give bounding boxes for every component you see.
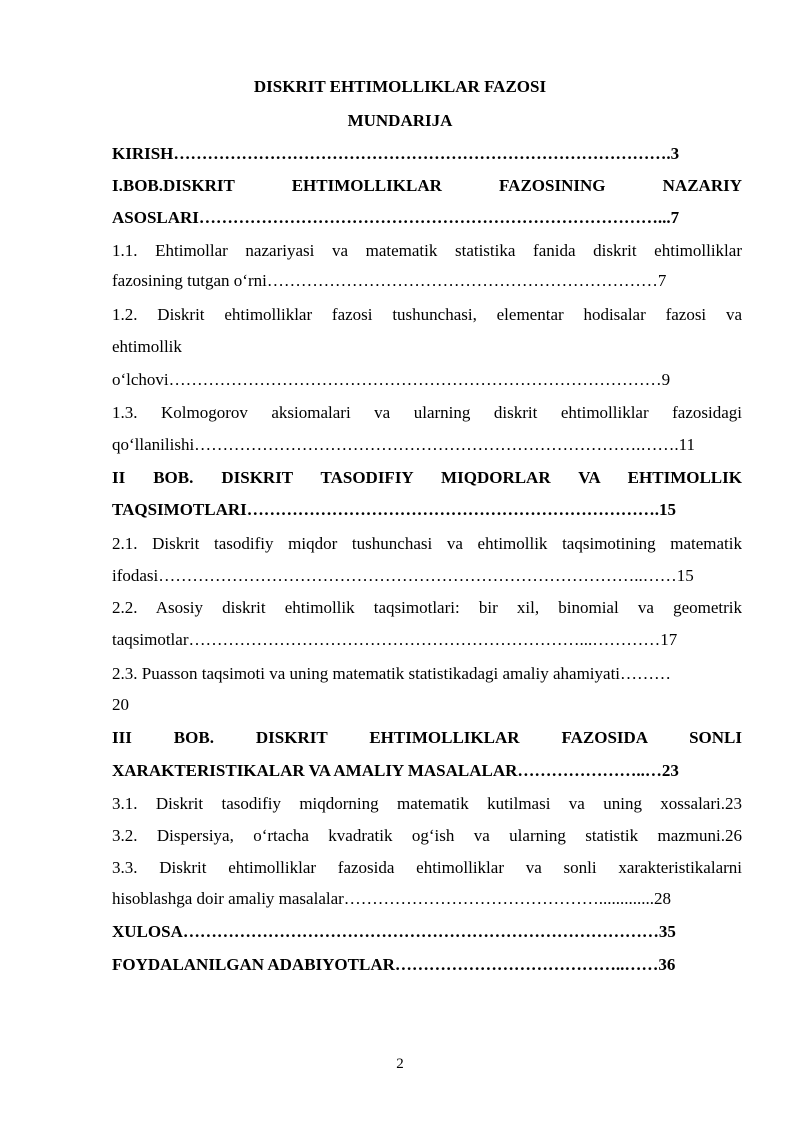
toc-entry-xulosa: XULOSA…………………………………………………………………………35 [112,922,676,941]
document-title: DISKRIT EHTIMOLLIKLAR FAZOSI [253,77,547,96]
page-number: 2 [396,1056,404,1072]
toc-entry-1-2-cont: ehtimollik [112,337,182,356]
toc-entry-2-1: 2.1. Diskrit tasodifiy miqdor tushunchasi va ehtimollik taqsimotining matematik [112,534,742,553]
toc-entry-2-3-page: 20 [112,695,129,714]
toc-entry-chapter-3: III BOB. DISKRIT EHTIMOLLIKLAR FAZOSIDA SONLI [112,728,742,747]
toc-entry-chapter-1-cont: ASOSLARI………………………………………………………………………...7 [112,208,680,227]
toc-entry-2-2: 2.2. Asosiy diskrit ehtimollik taqsimotlari: bir xil, binomial va geometrik [112,598,742,617]
toc-entry-chapter-1: I.BOB.DISKRIT EHTIMOLLIKLAR FAZOSINING NAZARIY [112,176,742,195]
toc-entry-2-3: 2.3. Puasson taqsimoti va uning matematik statistikadagi amaliy ahamiyati……… [112,664,672,683]
toc-entry-chapter-2-cont: TAQSIMOTLARI……………………………………………………………….15 [112,500,677,519]
toc-entry-2-1-cont: ifodasi…………………………………………………………………………..……15 [112,566,694,585]
toc-entry-chapter-3-cont: XARAKTERISTIKALAR VA AMALIY MASALALAR…………………..…23 [112,761,679,780]
toc-entry-chapter-2: II BOB. DISKRIT TASODIFIY MIQDORLAR VA EHTIMOLLIK [112,468,742,487]
toc-entry-1-3: 1.3. Kolmogorov aksiomalari va ularning diskrit ehtimolliklar fazosidagi [112,403,742,422]
toc-entry-3-1: 3.1. Diskrit tasodifiy miqdorning matematik kutilmasi va uning xossalari.23 [112,794,742,813]
toc-entry-3-2: 3.2. Dispersiya, o‘rtacha kvadratik og‘ish va ularning statistik mazmuni.26 [112,826,742,845]
toc-entry-1-2-page: o‘lchovi……………………………………………………………………………9 [112,370,671,389]
toc-entry-2-2-cont: taqsimotlar……………………………………………………………...…………17 [112,630,678,649]
toc-entry-1-3-cont: qo‘llanilishi…………………………………………………………………….…….11 [112,435,696,454]
toc-entry-kirish: KIRISH…………………………………………………………………………….3 [112,144,680,163]
toc-entry-1-1-cont: fazosining tutgan o‘rni……………………………………………………………7 [112,271,667,290]
toc-entry-1-1: 1.1. Ehtimollar nazariyasi va matematik statistika fanida diskrit ehtimolliklar [112,241,742,260]
toc-entry-3-3-cont: hisoblashga doir amaliy masalalar……………………………………….............28 [112,889,672,908]
toc-entry-1-2: 1.2. Diskrit ehtimolliklar fazosi tushunchasi, elementar hodisalar fazosi va [112,305,742,324]
toc-entry-3-3: 3.3. Diskrit ehtimolliklar fazosida ehtimolliklar va sonli xarakteristikalarni [112,858,742,877]
toc-entry-references: FOYDALANILGAN ADABIYOTLAR…………………………………..……36 [112,955,676,974]
toc-heading: MUNDARIJA [347,111,453,130]
